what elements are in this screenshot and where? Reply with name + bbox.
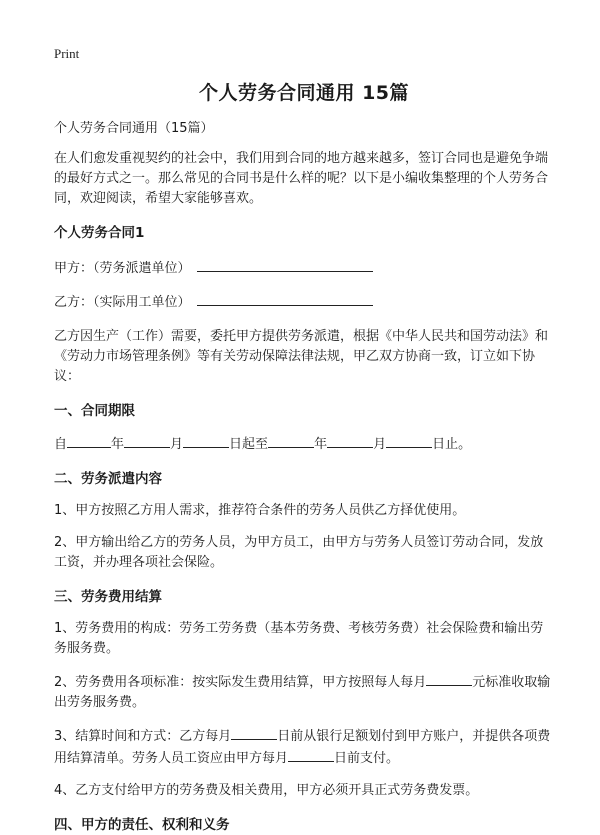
party-b-label: 乙方：（实际用工单位） (54, 295, 191, 310)
period-blank (268, 433, 314, 448)
period-blank (124, 433, 170, 448)
document-title: 个人劳务合同通用 15篇 (198, 82, 410, 104)
section-4-heading: 四、甲方的责任、权利和义务 (54, 817, 230, 833)
party-b-blank (197, 291, 373, 306)
period-text: 月 (170, 437, 184, 452)
period-blank (327, 433, 373, 448)
period-text: 年 (314, 437, 328, 452)
period-blank (183, 433, 229, 448)
contract-heading: 个人劳务合同1 (54, 225, 145, 241)
period-text: 日起至 (229, 437, 269, 452)
item-text: 日前从银行足额划付到甲方账户，并提供各项费用结算清单。劳务人员工资应由甲方每月 (54, 729, 551, 766)
item-text: 元标准收取输出劳务服务费。 (54, 675, 551, 710)
item-text: 3、结算时间和方式：乙方每月 (54, 729, 232, 744)
section-3-item-1: 1、劳务费用的构成：劳务工劳务费（基本劳务费、考核劳务费）社会保险费和输出劳务服务费。 (54, 621, 544, 656)
period-text: 年 (111, 437, 125, 452)
party-a-line (54, 257, 554, 279)
period-text: 日止。 (432, 437, 472, 452)
section-2-item-2: 2、甲方输出给乙方的劳务人员，为甲方员工，由甲方与劳务人员签订劳动合同，发放工资，并办理各项社会保险。 (54, 535, 544, 570)
period-text: 月 (373, 437, 387, 452)
period-text: 自 (54, 437, 68, 452)
date-blank (288, 747, 334, 762)
print-link[interactable]: Print (54, 46, 80, 61)
period-blank (67, 433, 111, 448)
item-text: 日前支付。 (334, 751, 400, 766)
intro-paragraph: 在人们愈发重视契约的社会中，我们用到合同的地方越来越多，签订合同也是避免争端的最好方式之一。那么常见的合同书是什么样的呢？以下是小编收集整理的个人劳务合同，欢迎阅读，希望大家能够喜欢。 (54, 151, 549, 206)
preamble-paragraph: 乙方因生产（工作）需要，委托甲方提供劳务派遣，根据《中华人民共和国劳动法》和《劳动力市场管理条例》等有关劳动保障法律法规，甲乙双方协商一致，订立如下协议： (54, 329, 549, 384)
section-3-heading: 三、劳务费用结算 (54, 589, 162, 605)
section-1-heading: 一、合同期限 (54, 403, 135, 419)
section-3-item-4: 4、乙方支付给甲方的劳务费及相关费用，甲方必须开具正式劳务费发票。 (54, 783, 479, 798)
party-a-label: 甲方：（劳务派遣单位） (54, 261, 191, 276)
document-subtitle: 个人劳务合同通用（15篇） (54, 121, 214, 136)
period-blank (386, 433, 432, 448)
contract-period-line (54, 433, 554, 455)
document-body (54, 78, 554, 835)
party-b-line (54, 291, 554, 313)
date-blank (231, 725, 277, 740)
section-2-item-1: 1、甲方按照乙方用人需求，推荐符合条件的劳务人员供乙方择优使用。 (54, 503, 466, 518)
section-3-item-2 (54, 671, 554, 713)
party-a-blank (197, 257, 373, 272)
item-text: 2、劳务费用各项标准：按实际发生费用结算，甲方按照每人每月 (54, 675, 427, 690)
section-3-item-3 (54, 725, 554, 769)
fee-blank (426, 671, 472, 686)
section-2-heading: 二、劳务派遣内容 (54, 471, 162, 487)
